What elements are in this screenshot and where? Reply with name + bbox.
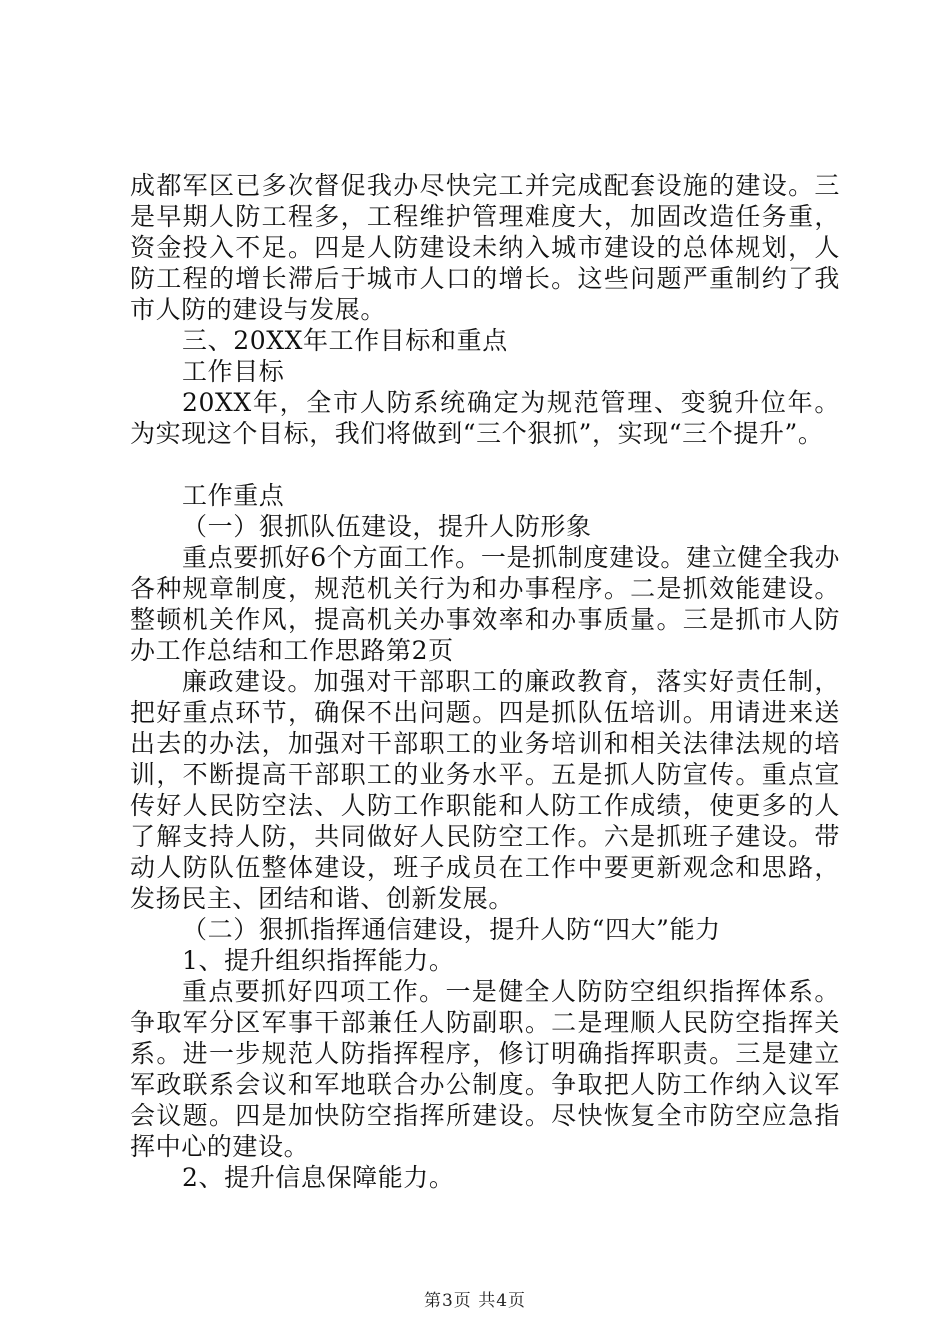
page-number-footer: 第3页 共4页 (423, 1291, 527, 1311)
section-heading-goals: 三、20XX年工作目标和重点 (182, 326, 508, 355)
paragraph-four-tasks: 重点要抓好四项工作。一是健全人防防空组织指挥体系。争取军分区军事干部兼任人防副职。二是理顺人民防空指挥关系。进一步规范人防指挥程序，修订明确指挥职责。三是建立军政联系会议和军地联合办公制度。争取把人防工作纳入议军会议题。四是加快防空指挥所建设。尽快恢复全市防空应急指挥中心的建设。 (130, 977, 840, 1161)
document-body (130, 170, 840, 1193)
paragraph-integrity-building: 廉政建设。加强对干部职工的廉政教育，落实好责任制，把好重点环节，确保不出问题。四是抓队伍培训。用请进来送出去的办法，加强对干部职工的业务培训和相关法律法规的培训，不断提高干部职工的业务水平。五是抓人防宣传。重点宣传好人民防空法、人防工作职能和人防工作成绩，使更多的人了解支持人防，共同做好人民防空工作。六是抓班子建设。带动人防队伍整体建设，班子成员在工作中要更新观念和思路，发扬民主、团结和谐、创新发展。 (130, 667, 840, 913)
subheading-work-focus: 工作重点 (182, 481, 285, 510)
blank-line (130, 449, 840, 480)
item-command-capability: 1、提升组织指挥能力。 (182, 946, 455, 975)
paragraph-six-aspects: 重点要抓好6个方面工作。一是抓制度建设。建立健全我办各种规章制度，规范机关行为和办事程序。二是抓效能建设。整顿机关作风，提高机关办事效率和办事质量。三是抓市人防办工作总结和工作思路第2页 (130, 543, 840, 665)
subheading-command-communication: （二）狠抓指挥通信建设，提升人防“四大”能力 (182, 915, 721, 944)
paragraph-work-goal: 20XX年，全市人防系统确定为规范管理、变貌升位年。为实现这个目标，我们将做到“三个狠抓”，实现“三个提升”。 (130, 388, 840, 448)
paragraph-issues-continued: 成都军区已多次督促我办尽快完工并完成配套设施的建设。三是早期人防工程多，工程维护管理难度大，加固改造任务重，资金投入不足。四是人防建设未纳入城市建设的总体规划，人防工程的增长滞后于城市人口的增长。这些问题严重制约了我市人防的建设与发展。 (130, 171, 840, 324)
item-information-capability: 2、提升信息保障能力。 (182, 1163, 455, 1192)
subheading-work-goal: 工作目标 (182, 357, 285, 386)
subheading-team-building: （一）狠抓队伍建设，提升人防形象 (182, 512, 592, 541)
